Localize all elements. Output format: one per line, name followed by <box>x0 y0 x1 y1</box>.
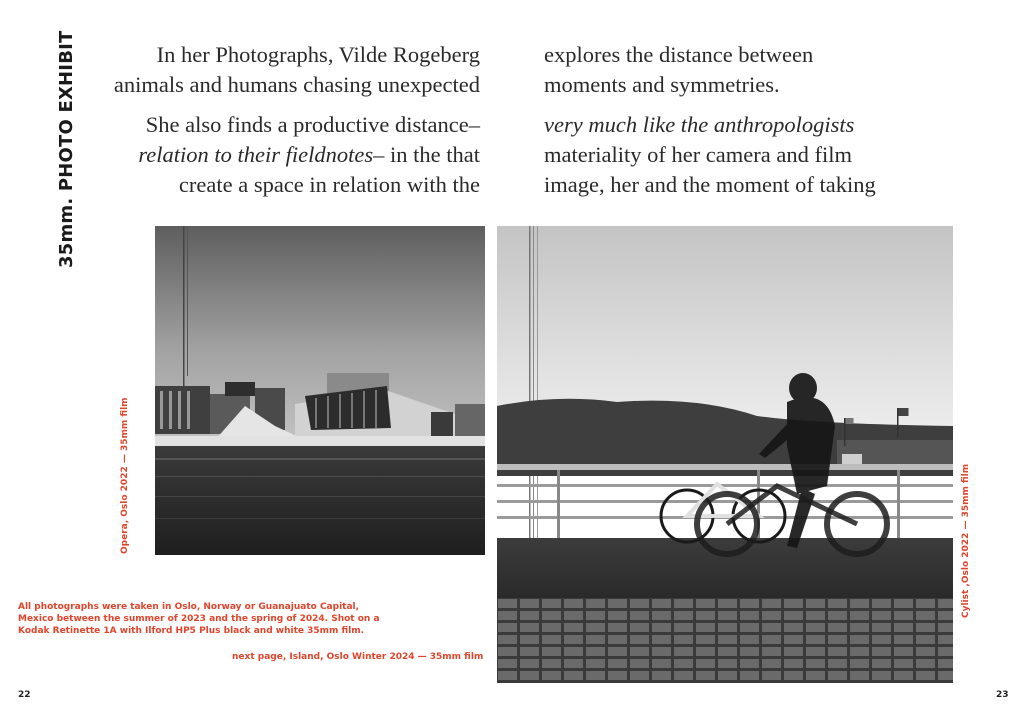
note-line: All photographs were taken in Oslo, Norway or Guanajuato Capital, <box>18 602 360 612</box>
right-paragraph-2 <box>544 110 964 200</box>
text-line: animals and humans chasing unexpected <box>113 72 480 97</box>
italic-line: very much like the anthropologists <box>544 112 855 137</box>
next-title: Island <box>289 652 321 662</box>
text-line: She also finds a productive distance– <box>145 112 480 137</box>
opera-photo <box>155 226 485 555</box>
page-number-right: 23 <box>996 690 1009 700</box>
italic-phrase: relation to their fieldnotes <box>138 142 374 167</box>
next-rest: , Oslo Winter 2024 — 35mm film <box>320 652 484 662</box>
left-paragraph-2 <box>90 110 480 200</box>
text-line: create a space in relation with the <box>178 172 480 197</box>
opera-caption: Opera, Oslo 2022 — 35mm film <box>120 397 130 554</box>
left-paragraph-1 <box>90 40 480 100</box>
page-number-left: 22 <box>18 690 31 700</box>
note-line: Kodak Retinette 1A with Ilford HP5 Plus black and white 35mm film. <box>18 626 365 636</box>
cyclist-photo <box>497 226 953 683</box>
cyclist-caption: Cylist ,Oslo 2022 — 35mm film <box>961 463 971 618</box>
text-fragment: – in the that <box>373 142 480 167</box>
photo-note <box>18 601 380 637</box>
text-line: explores the distance between <box>544 42 814 67</box>
text-line: moments and symmetries. <box>544 72 780 97</box>
text-line: materiality of her camera and film <box>544 142 852 167</box>
side-title: 35mm. PHOTO EXHIBIT <box>56 30 77 268</box>
text-line: In her Photographs, Vilde Rogeberg <box>156 42 480 67</box>
next-page-caption <box>232 651 483 663</box>
next-prefix: next page, <box>232 652 290 662</box>
right-paragraph-1 <box>544 40 964 100</box>
text-line: image, her and the moment of taking <box>544 172 876 197</box>
note-line: Mexico between the summer of 2023 and the spring of 2024. Shot on a <box>18 614 380 624</box>
